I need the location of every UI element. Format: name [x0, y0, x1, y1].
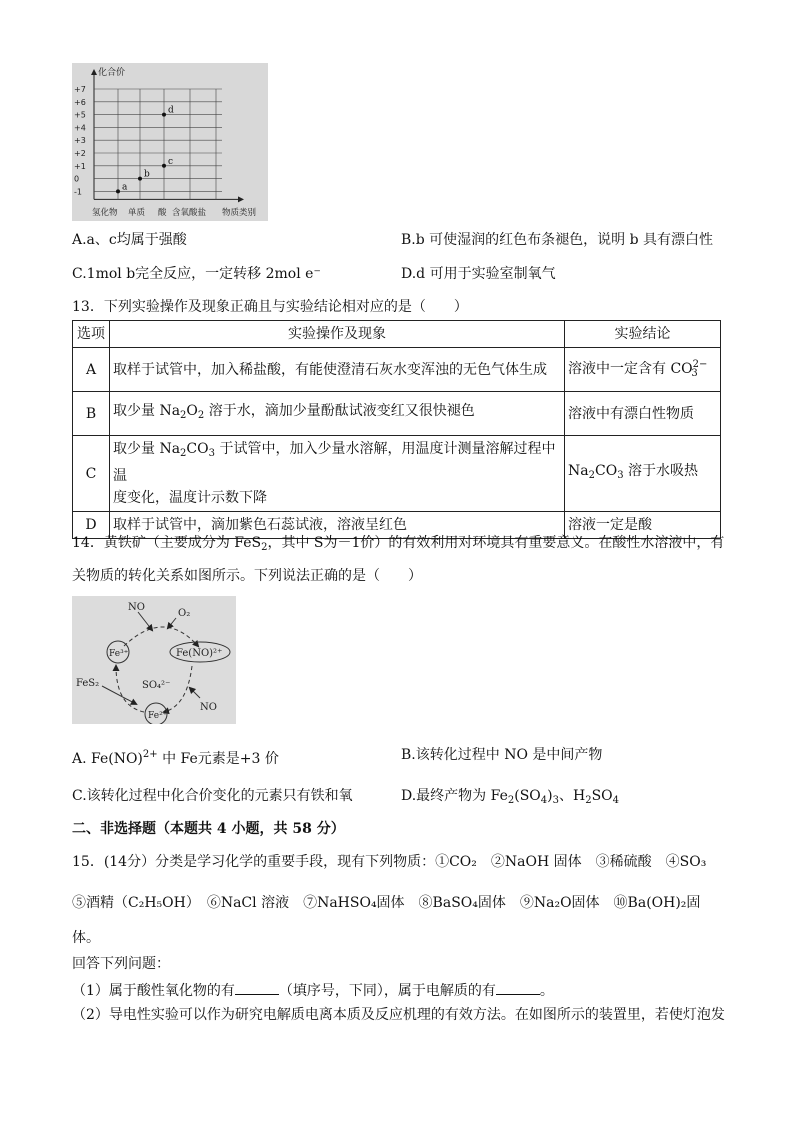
option-text: A. Fe(NO): [72, 751, 143, 767]
q14-option-c: C.该转化过程中化合价变化的元素只有铁和氧: [72, 788, 353, 804]
formula-part: O: [186, 403, 198, 419]
conclusion-text: 溶液中一定含有 CO: [568, 361, 693, 377]
conclusion-text: 溶于水吸热: [623, 463, 699, 479]
table-row: [73, 348, 721, 392]
formula-part: Na: [568, 463, 589, 479]
header-operation: 实验操作及现象: [110, 321, 565, 348]
q15-sub1-text: （1）属于酸性氧化物的有: [72, 983, 235, 999]
data-point-c: [162, 164, 166, 168]
formula-subscript: 2: [180, 448, 187, 459]
y-tick-label: +4: [74, 123, 86, 133]
y-tick-label: +1: [74, 161, 86, 171]
row-option: D: [73, 512, 110, 539]
q14-option-a: [72, 745, 279, 769]
formula-subscript: 2: [197, 410, 205, 421]
answer-blank[interactable]: [496, 980, 540, 995]
ion-charge: 2−: [692, 359, 708, 370]
option-text: 中 Fe元素是+3 价: [157, 751, 279, 767]
x-tick-label: 单质: [128, 208, 146, 218]
formula-part: CO: [186, 441, 209, 457]
y-tick-label: -1: [74, 187, 82, 197]
y-tick-label: +6: [74, 97, 86, 107]
y-tick-label: +3: [74, 136, 86, 146]
arrow-no-bottom: [190, 688, 200, 698]
row-conclusion: [565, 436, 721, 512]
data-point-b: [138, 177, 142, 181]
data-point-label-c: c: [168, 156, 174, 167]
row-operation: 取样于试管中，滴加紫色石蕊试液，溶液呈红色: [110, 512, 565, 539]
label-fe3: Fe³⁺: [109, 649, 129, 659]
label-no-top: NO: [128, 602, 145, 613]
formula-subscript: 4: [540, 795, 548, 806]
q15-line2: ⑤酒精（C₂H₅OH） ⑥NaCl 溶液 ⑦NaHSO₄固体 ⑧BaSO₄固体 ⑨Na₂O固体 ⑩Ba(OH)₂固: [72, 895, 701, 911]
q12-option-d: D.d 可用于实验室制氧气: [401, 266, 556, 282]
formula-part: (SO: [514, 788, 541, 804]
q12-option-c: C.1mol b完全反应，一定转移 2mol e⁻: [72, 266, 321, 282]
arrow-fe2-to-fe3: [116, 666, 144, 712]
formula-subscript: 4: [612, 795, 620, 806]
q12-option-a: A.a、c均属于强酸: [72, 232, 187, 248]
formula-subscript: 3: [552, 795, 559, 806]
formula-subscript: 2: [507, 795, 515, 806]
table-row: [73, 436, 721, 512]
section-heading: 二、非选择题（本题共 4 小题，共 58 分）: [72, 821, 345, 837]
answer-blank[interactable]: [235, 980, 279, 995]
q15-line1: 15．(14分）分类是学习化学的重要手段，现有下列物质：①CO₂ ②NaOH 固体 ③稀硫酸 ④SO₃: [72, 854, 707, 870]
row-operation: 取样于试管中，加入稀盐酸，有能使澄清石灰水变浑浊的无色气体生成: [110, 348, 565, 392]
label-fes2: FeS₂: [76, 678, 100, 689]
label-no-bottom: NO: [200, 702, 217, 713]
row-option: B: [73, 392, 110, 436]
data-point-a: [116, 189, 120, 193]
formula-part: 取少量 Na: [113, 441, 181, 457]
y-axis-arrow: [91, 69, 97, 75]
formula-subscript: 2: [261, 542, 268, 553]
formula-part: ): [547, 788, 553, 804]
data-point-label-d: d: [168, 105, 174, 116]
ion-subscript: 3: [691, 368, 698, 379]
q13-table: [72, 320, 721, 539]
q15-line3: 体。: [72, 930, 100, 946]
valence-chart-figure: [72, 63, 268, 221]
arrow-no-in: [138, 612, 152, 630]
row-operation: [110, 436, 565, 512]
arrow-o2-in: [168, 618, 176, 628]
operation-text: 溶于水，滴加少量酚酞试液变红又很快褪色: [204, 403, 475, 419]
formula-part: CO: [594, 463, 618, 479]
formula-subscript: 2: [585, 795, 592, 806]
q15-sub1-text: （填序号，下同），属于电解质的有: [278, 983, 496, 999]
label-so4: SO₄²⁻: [142, 680, 171, 691]
y-tick-label: +5: [74, 110, 86, 120]
row-operation: [110, 392, 565, 436]
row-option: C: [73, 436, 110, 512]
row-conclusion: 溶液一定是酸: [565, 512, 721, 539]
table-row: [73, 392, 721, 436]
operation-text-line2: 度变化，温度计示数下降: [113, 490, 267, 506]
formula-part: 取少量 Na: [113, 403, 181, 419]
formula-subscript: 3: [208, 448, 215, 459]
table-header-row: [73, 321, 721, 348]
q15-sub1-text: 。: [539, 983, 554, 999]
y-tick-label: +2: [74, 149, 86, 158]
data-point-d: [162, 113, 166, 117]
x-tick-label: 含氧酸盐: [172, 208, 207, 218]
q15-line4: 回答下列问题：: [72, 956, 170, 972]
q12-option-b: B.b 可使湿润的红色布条褪色，说明 b 具有漂白性: [401, 232, 714, 248]
y-tick-label: +7: [74, 85, 86, 94]
x-tick-label: 酸: [158, 208, 167, 218]
row-option: A: [73, 348, 110, 392]
formula-part: 、H: [558, 788, 586, 804]
formula-subscript: 3: [617, 470, 624, 481]
q14-option-b: B.该转化过程中 NO 是中间产物: [401, 747, 603, 763]
formula-part: SO: [591, 788, 613, 804]
formula-superscript: 2+: [142, 749, 158, 760]
operation-text: 于试管中，加入少量水溶解，用温度计测量溶解过程中温: [113, 441, 556, 484]
x-axis-arrow: [238, 196, 244, 202]
cycle-diagram-svg: [72, 596, 236, 724]
iron-cycle-diagram: [72, 596, 236, 724]
formula-subscript: 2: [180, 410, 187, 421]
valence-chart: [72, 63, 268, 221]
row-conclusion: [565, 348, 721, 392]
q14-stem-line1: [72, 533, 724, 558]
row-conclusion: 溶液中有漂白性物质: [565, 392, 721, 436]
y-tick-label: 0: [74, 174, 80, 184]
data-point-label-b: b: [144, 169, 150, 180]
label-o2: O₂: [178, 608, 191, 619]
q14-option-d: [401, 786, 619, 811]
q14-stem-line2: 关物质的转化关系如图所示。下列说法正确的是（ ）: [72, 568, 422, 584]
q15-sub2: （2）导电性实验可以作为研究电解质电离本质及反应机理的有效方法。在如图所示的装置里，若使灯泡发: [72, 1007, 725, 1023]
data-point-label-a: a: [122, 182, 128, 193]
header-option: 选项: [73, 321, 110, 348]
formula-subscript: 2: [588, 470, 595, 481]
label-fe-no: Fe(NO)²⁺: [176, 648, 223, 659]
q14-text: ，其中 S为－1价）的有效利用对环境具有重要意义。在酸性水溶液中，有: [267, 535, 725, 551]
q13-stem: 13．下列实验操作及现象正确且与实验结论相对应的是（ ）: [72, 299, 468, 315]
x-tick-label: 氢化物: [92, 208, 118, 218]
label-fe2: Fe²⁺: [148, 711, 168, 721]
q14-text: 14．黄铁矿（主要成分为 FeS: [72, 535, 262, 551]
x-tick-label: 物质类别: [222, 208, 257, 218]
option-text: D.最终产物为 Fe: [401, 788, 508, 804]
y-axis-title: 化合价: [98, 68, 126, 78]
header-conclusion: 实验结论: [565, 321, 721, 348]
q15-sub1: [72, 980, 554, 1001]
